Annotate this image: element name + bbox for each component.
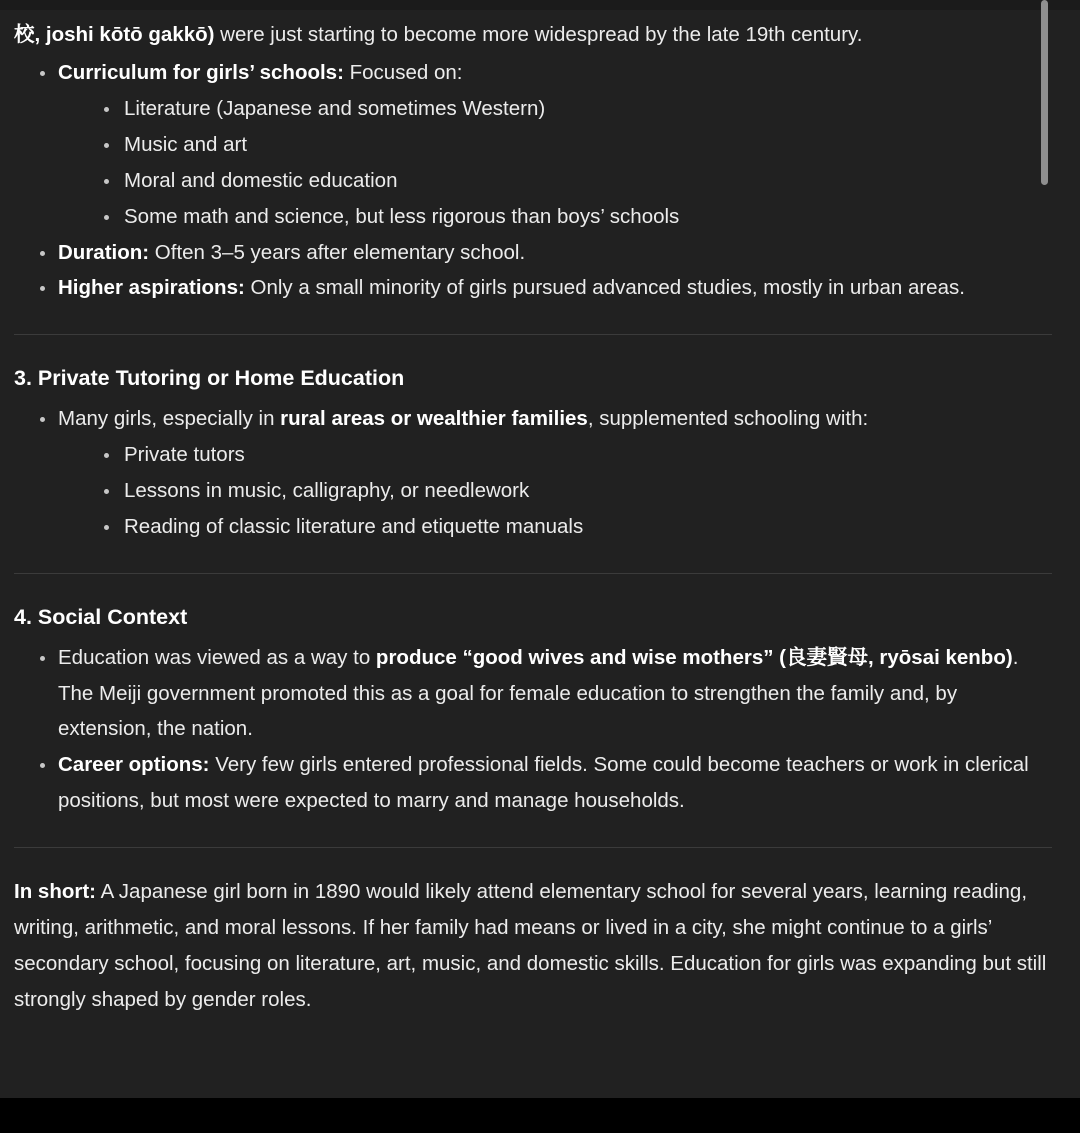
summary-paragraph <box>14 874 1052 1018</box>
lead-paragraph-bold: 校, joshi kōtō gakkō) <box>14 23 215 46</box>
section-divider <box>14 334 1052 335</box>
list-item <box>14 55 1052 234</box>
section-divider <box>14 847 1052 848</box>
section-heading: 4. Social Context <box>14 604 188 629</box>
bullet-text-post: . The Meiji government promoted this as a goal for female education to strengthen the family and, by extension, the nation. <box>58 645 1019 741</box>
list-item <box>14 640 1052 748</box>
bullet-text-post: Very few girls entered professional fields. Some could become teachers or work in clerical positions, but most were expected to marry and manage households. <box>58 753 1029 813</box>
list-item <box>14 401 1052 545</box>
list-item: Literature (Japanese and sometimes Western) <box>80 91 1052 127</box>
lead-paragraph <box>14 18 1052 51</box>
list-item: Some math and science, but less rigorous than boys’ schools <box>80 199 1052 235</box>
bullet-text-pre: Many girls, especially in <box>58 407 281 431</box>
window-bottom-edge <box>0 1098 1080 1133</box>
bullet-label: Duration: <box>58 240 150 264</box>
section-bullet-list <box>14 401 1052 545</box>
bullet-label: Higher aspirations: <box>58 276 245 300</box>
section-heading: 3. Private Tutoring or Home Education <box>14 366 405 391</box>
lead-paragraph-rest: were just starting to become more widespread by the late 19th century. <box>214 23 863 46</box>
bullet-text: Often 3–5 years after elementary school. <box>149 240 526 264</box>
list-item: Private tutors <box>80 437 1052 473</box>
bullet-text-pre: Education was viewed as a way to <box>58 645 376 669</box>
list-item <box>14 747 1052 819</box>
list-item <box>14 270 1052 306</box>
scrollbar-thumb[interactable] <box>1041 0 1048 185</box>
list-item <box>14 235 1052 271</box>
sub-bullet-list <box>80 91 1052 235</box>
window-top-edge <box>0 0 1080 10</box>
bullet-text: Only a small minority of girls pursued advanced studies, mostly in urban areas. <box>244 276 965 300</box>
summary-label: In short: <box>14 880 96 904</box>
bullet-text-bold: rural areas or wealthier families <box>280 407 588 431</box>
bullet-text-post: , supplemented schooling with: <box>587 407 869 431</box>
list-item: Music and art <box>80 127 1052 163</box>
list-item: Lessons in music, calligraphy, or needlework <box>80 473 1052 509</box>
section-divider <box>14 573 1052 574</box>
list-item: Moral and domestic education <box>80 163 1052 199</box>
list-item: Reading of classic literature and etiquette manuals <box>80 509 1052 545</box>
bullet-label: Curriculum for girls’ schools: <box>58 61 344 85</box>
section-bullet-list <box>14 640 1052 819</box>
bullet-text: Focused on: <box>343 61 463 85</box>
sub-bullet-list <box>80 437 1052 545</box>
bullet-text-bold: produce “good wives and wise mothers” (良妻賢母, ryōsai kenbo) <box>375 645 1013 669</box>
message-content <box>0 10 1080 1098</box>
summary-text: A Japanese girl born in 1890 would likely attend elementary school for several years, learning reading, writing, arithmetic, and moral lessons. If her family had means or lived in a city, she might continue to a girls’ secondary school, focusing on literature, art, music, and domestic skills. Education for girls was expanding but still strongly shaped by gender roles. <box>14 880 1047 1011</box>
top-bullet-list <box>14 55 1052 306</box>
bullet-text-bold: Career options: <box>58 753 210 777</box>
